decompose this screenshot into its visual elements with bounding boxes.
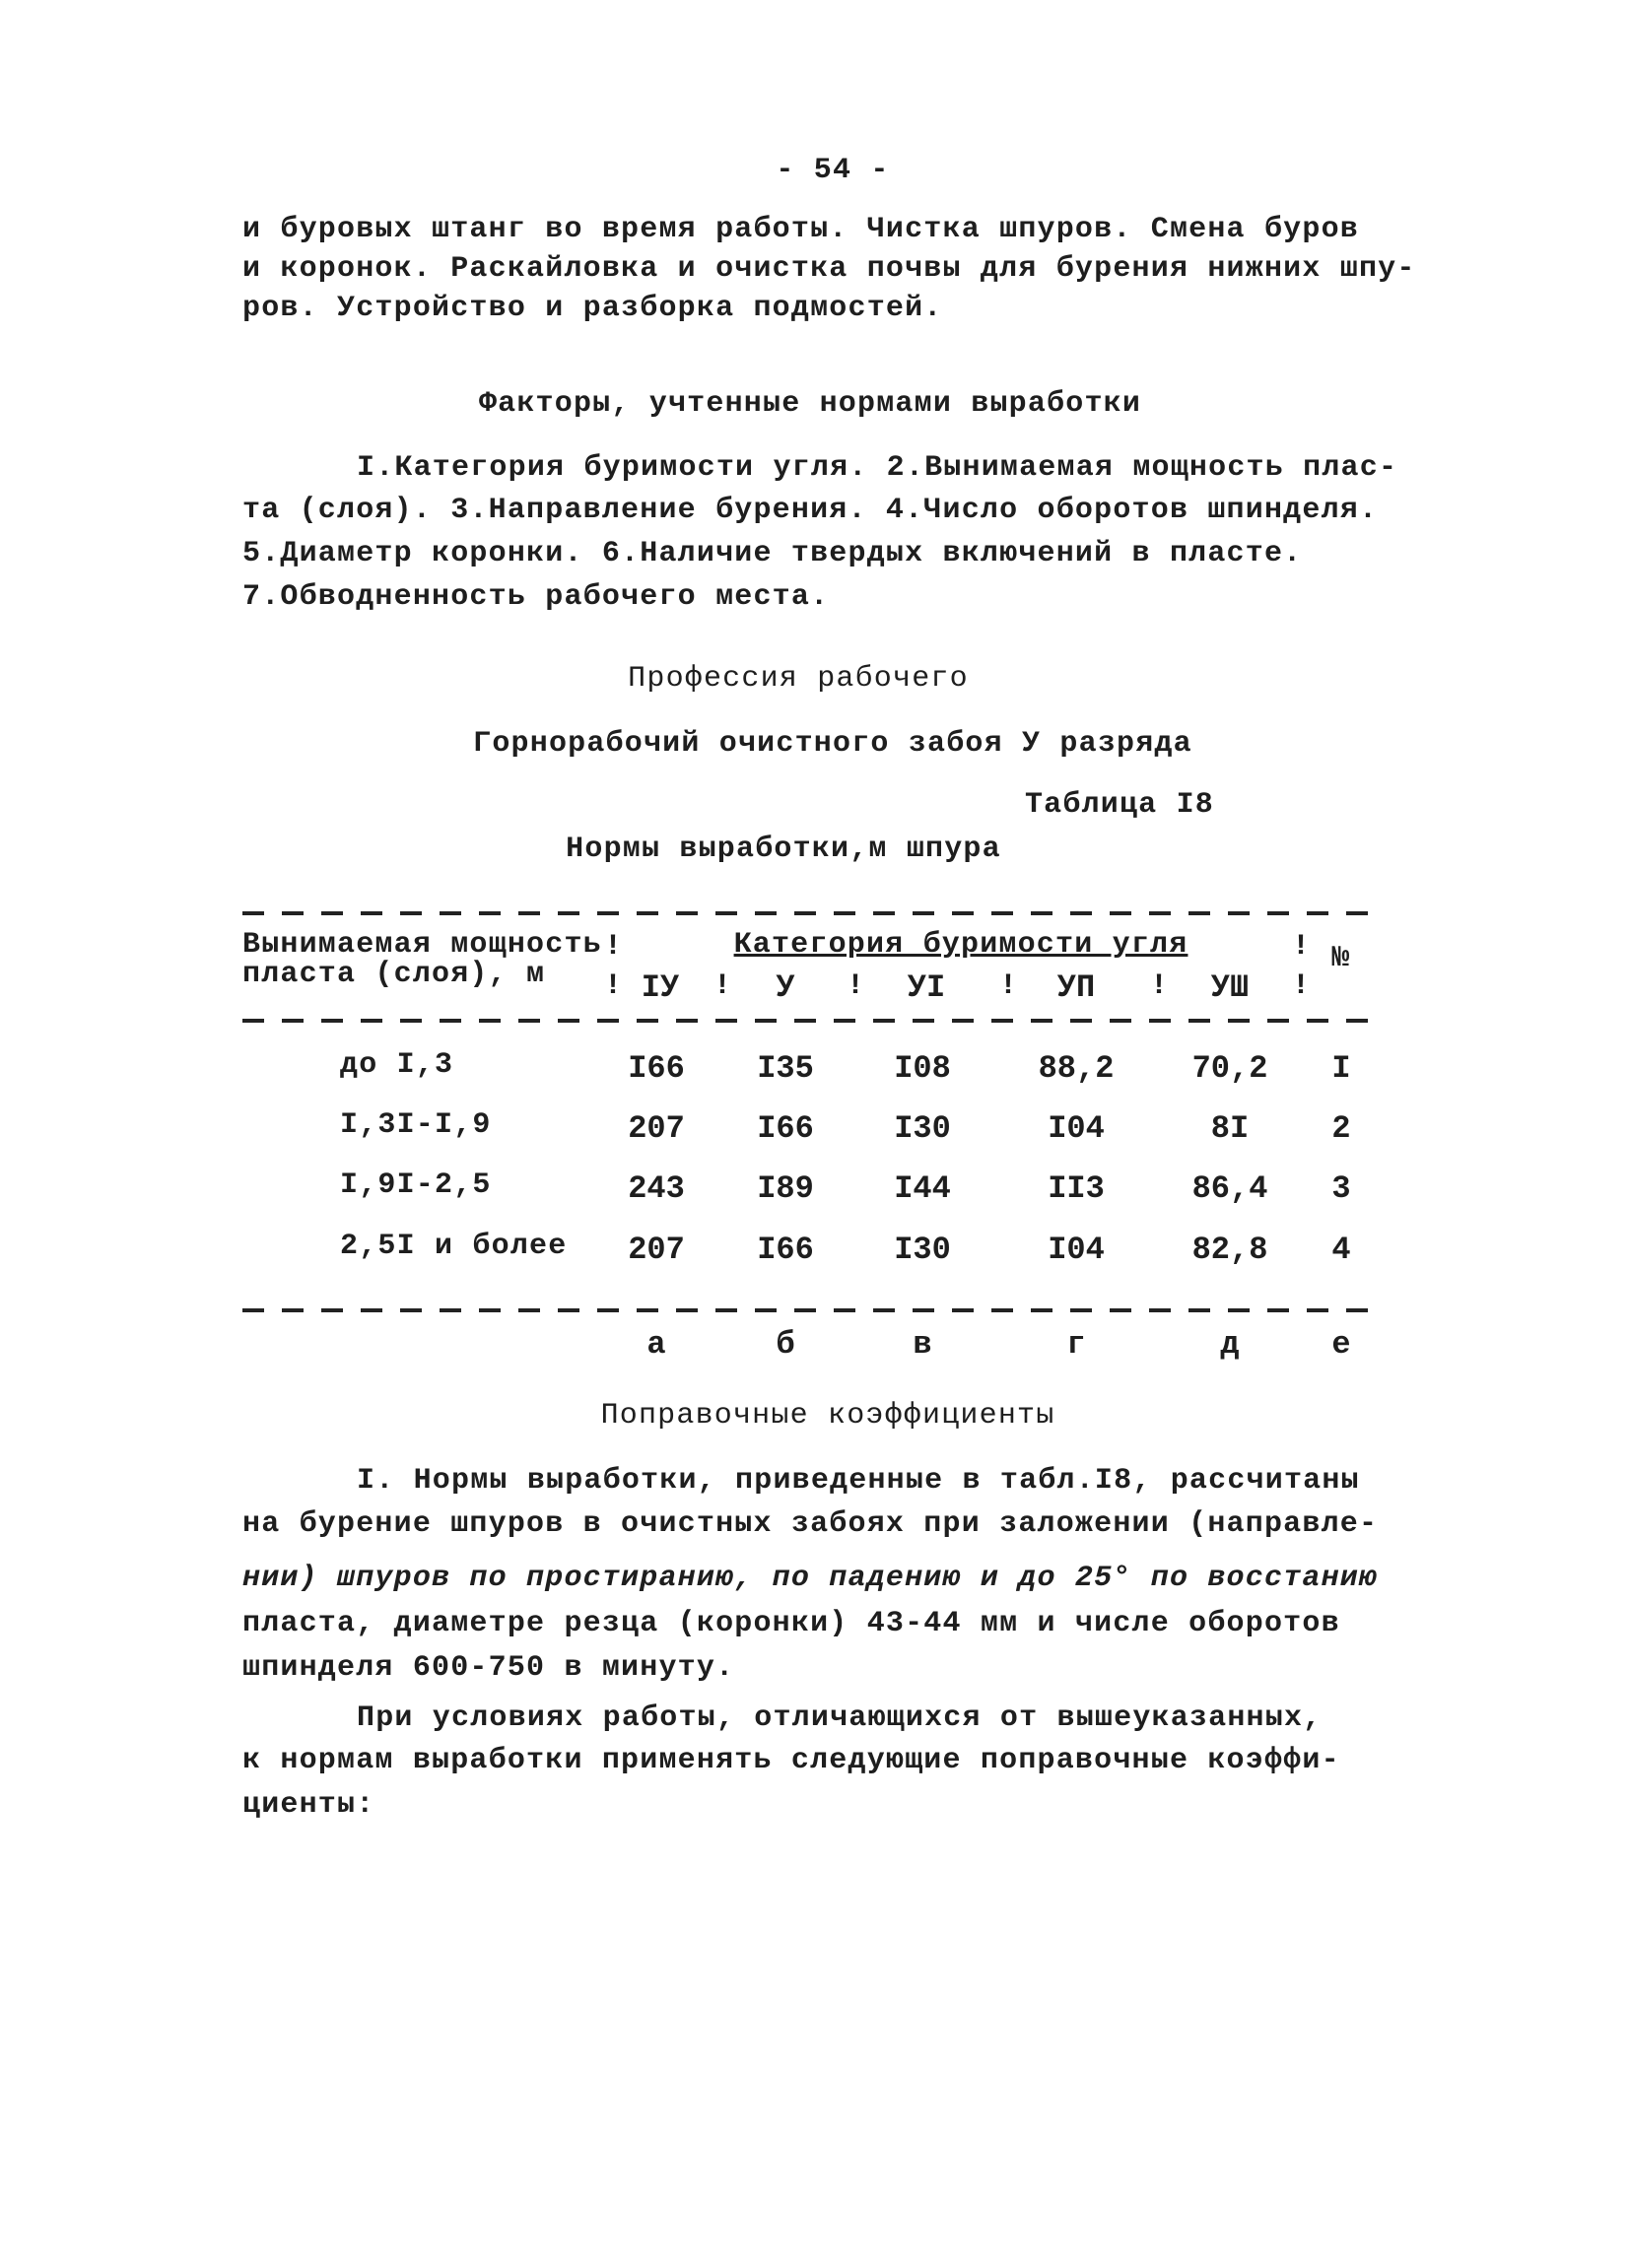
factors-line: та (слоя). 3.Направление бурения. 4.Число оборотов шпинделя. [242, 494, 1379, 527]
column-header: УП [1056, 969, 1096, 1006]
table-top-rule [242, 911, 1371, 915]
corrections-line: шпинделя 600-750 в минуту. [242, 1651, 735, 1685]
table-cell: I66 [757, 1110, 814, 1147]
corrections-line: нии) шпуров по простиранию, по падению и до 25° по восстанию [242, 1562, 1379, 1595]
row-label: I,3I-I,9 [340, 1108, 492, 1142]
table-cell: I44 [894, 1170, 951, 1207]
column-letter: д [1220, 1326, 1240, 1363]
column-letter: в [913, 1326, 932, 1363]
table-cell: I30 [894, 1110, 951, 1147]
row-label: 2,5I и более [340, 1230, 568, 1263]
factors-line: I.Категория буримости угля. 2.Вынимаемая мощность плас- [357, 451, 1398, 485]
table-cell: I30 [894, 1232, 951, 1268]
table-cell: I04 [1048, 1110, 1105, 1147]
column-header: У [776, 969, 795, 1006]
table-cell: 86,4 [1191, 1170, 1268, 1207]
table-cell: 8I [1210, 1110, 1250, 1147]
table-cell: I35 [757, 1050, 814, 1087]
table-cell: I89 [757, 1170, 814, 1207]
intro-line: и буровых штанг во время работы. Чистка шпуров. Смена буров [242, 213, 1359, 246]
column-separator: ! [603, 969, 623, 1003]
factors-line: 5.Диаметр коронки. 6.Наличие твердых включений в пласте. [242, 537, 1303, 570]
column-letter: е [1331, 1326, 1351, 1363]
table-cell: I08 [894, 1050, 951, 1087]
row-label: до I,3 [340, 1048, 454, 1082]
row-header: Вынимаемая мощность [242, 928, 602, 962]
table-cell: II3 [1048, 1170, 1105, 1207]
row-number: 3 [1331, 1170, 1351, 1207]
table-cell: 243 [628, 1170, 685, 1207]
row-label: I,9I-2,5 [340, 1168, 492, 1202]
intro-line: и коронок. Раскайловка и очистка почвы для бурения нижних шпу- [242, 252, 1416, 286]
profession-heading: Профессия рабочего [628, 662, 969, 696]
intro-line: ров. Устройство и разборка подмостей. [242, 292, 943, 325]
table-cell: 70,2 [1191, 1050, 1268, 1087]
corrections-line: При условиях работы, отличающихся от вышеуказанных, [357, 1701, 1323, 1735]
row-header: пласта (слоя), м [242, 958, 546, 991]
column-separator: ! [1291, 930, 1311, 964]
column-letter: б [776, 1326, 795, 1363]
group-header: Категория буримости угля [733, 928, 1188, 962]
table-cell: 207 [628, 1110, 685, 1147]
column-letter: г [1066, 1326, 1086, 1363]
column-separator: ! [713, 969, 732, 1003]
column-header: IУ [641, 969, 680, 1006]
row-number: I [1331, 1050, 1351, 1087]
table-bottom-rule [242, 1308, 1371, 1312]
corrections-line: пласта, диаметре резца (коронки) 43-44 мм и числе оборотов [242, 1607, 1340, 1640]
column-letter: а [646, 1326, 666, 1363]
column-header: УШ [1210, 969, 1250, 1006]
profession: Горнорабочий очистного забоя У разряда [473, 727, 1192, 761]
corrections-line: к нормам выработки применять следующие поправочные коэффи- [242, 1744, 1340, 1777]
table-label: Таблица I8 [1024, 788, 1214, 822]
column-separator: ! [1291, 969, 1311, 1003]
table-cell: 88,2 [1038, 1050, 1115, 1087]
corrections-line: I. Нормы выработки, приведенные в табл.I8, рассчитаны [357, 1464, 1360, 1498]
table-cell: 82,8 [1191, 1232, 1268, 1268]
column-separator: ! [1149, 969, 1169, 1003]
table-cell: I66 [757, 1232, 814, 1268]
table-cell: I66 [628, 1050, 685, 1087]
table-cell: I04 [1048, 1232, 1105, 1268]
table-cell: 207 [628, 1232, 685, 1268]
page-number: - 54 - [776, 154, 890, 187]
column-separator: ! [998, 969, 1018, 1003]
column-header: УI [907, 969, 946, 1006]
row-number: 4 [1331, 1232, 1351, 1268]
column-separator: ! [846, 969, 865, 1003]
table-header-rule [242, 1019, 1371, 1023]
column-separator: ! [603, 930, 623, 964]
corrections-line: на бурение шпуров в очистных забоях при заложении (направле- [242, 1507, 1379, 1541]
corrections-line: циенты: [242, 1788, 375, 1822]
corrections-heading: Поправочные коэффициенты [600, 1399, 1055, 1433]
factors-heading: Факторы, учтенные нормами выработки [478, 387, 1142, 421]
row-number: 2 [1331, 1110, 1351, 1147]
number-header: № [1331, 942, 1351, 975]
factors-line: 7.Обводненность рабочего места. [242, 580, 830, 614]
table-title: Нормы выработки,м шпура [566, 833, 1001, 866]
